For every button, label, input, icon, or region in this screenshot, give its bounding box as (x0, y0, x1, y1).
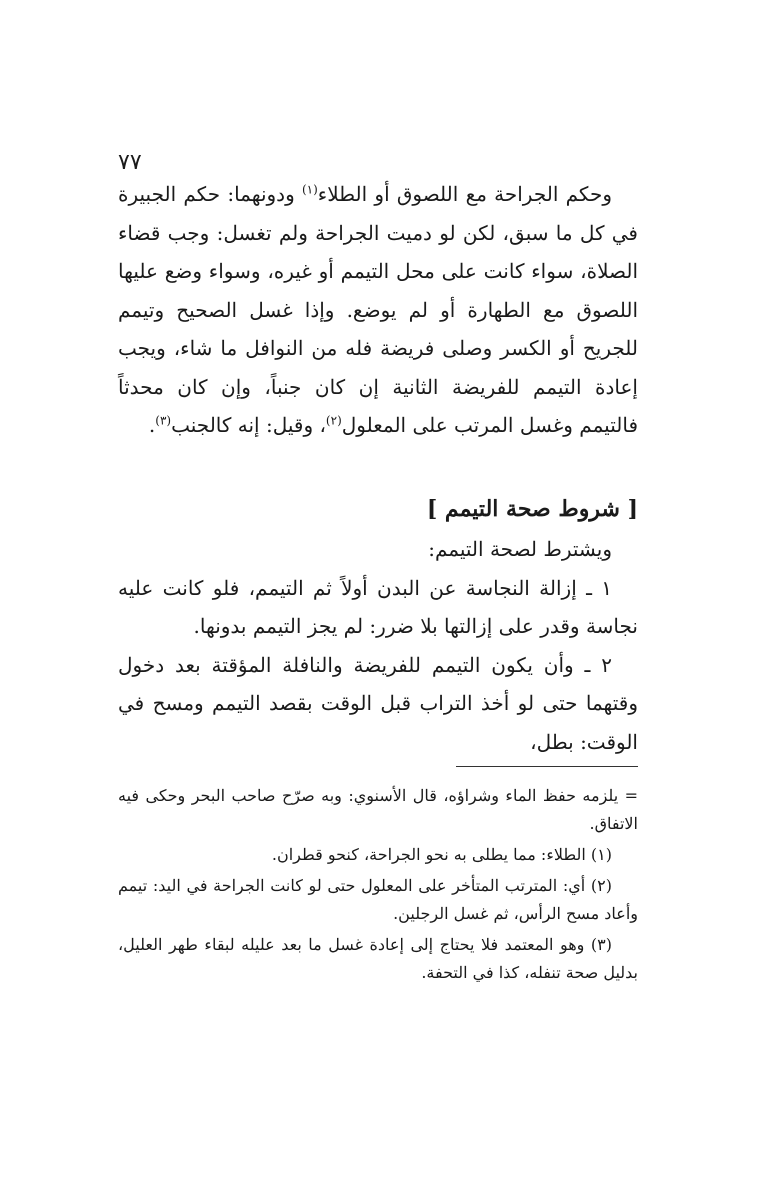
section-body (118, 530, 638, 761)
paragraph-text-2: ودونهما: حكم الجبيرة في كل ما سبق، لكن لو دميت الجراحة ولم تغسل: وجب قضاء الصلاة، سواء كانت على محل التيمم أو غيره، وسواء وضع عليها اللصوق مع الطهارة أو لم يوضع. وإذا غسل الصحيح وتيمم للجريح أو الكسر وصلى فريضة فله من النوافل ما شاء، ويجب إعادة التيمم للفريضة الثانية إن كان جنباً، وإن كان محدثاً فالتيمم وغسل المرتب على المعلول (118, 182, 638, 437)
page-number: ٧٧ (118, 150, 142, 175)
footnote-continuation: = يلزمه حفظ الماء وشراؤه، قال الأسنوي: وبه صرّح صاحب البحر وحكى فيه الاتفاق. (118, 786, 638, 833)
footnotes (118, 782, 638, 990)
condition-item-1: ١ ـ إزالة النجاسة عن البدن أولاً ثم التيمم، فلو كانت عليه نجاسة وقدر على إزالتها بلا ضرر: لم يجز التيمم بدونها. (118, 575, 638, 638)
paragraph-text-1: وحكم الجراحة مع اللصوق أو الطلاء (317, 182, 612, 206)
footnote-ref-3: (٣) (155, 413, 172, 428)
paragraph-text-4: . (148, 413, 156, 437)
section-intro: ويشترط لصحة التيمم: (428, 537, 612, 561)
footnote-1: (١) الطلاء: مما يطلى به نحو الجراحة، كنحو قطران. (271, 845, 612, 864)
main-paragraph (118, 175, 638, 445)
paragraph-body (118, 175, 638, 445)
section-heading-text: [ شروط صحة التيمم ] (426, 496, 638, 522)
section-heading (118, 496, 638, 522)
footnote-2: (٢) أي: المترتب المتأخر على المعلول حتى لو كانت الجراحة في اليد: تيمم وأعاد مسح الرأس، ثم غسل الرجلين. (118, 876, 638, 923)
footnote-3: (٣) وهو المعتمد فلا يحتاج إلى إعادة غسل ما بعد عليله لبقاء طهر العليل، بدليل صحة تنفله، كذا في التحفة. (118, 935, 638, 982)
footnote-ref-1: (١) (301, 182, 318, 197)
condition-item-2: ٢ ـ وأن يكون التيمم للفريضة والنافلة المؤقتة بعد دخول وقتهما حتى لو أخذ التراب قبل الوقت بقصد التيمم ومسح في الوقت: بطل، (118, 652, 638, 754)
footnote-separator (456, 766, 638, 767)
paragraph-text-3: ، وقيل: إنه كالجنب (171, 413, 326, 437)
footnote-ref-2: (٢) (325, 413, 342, 428)
